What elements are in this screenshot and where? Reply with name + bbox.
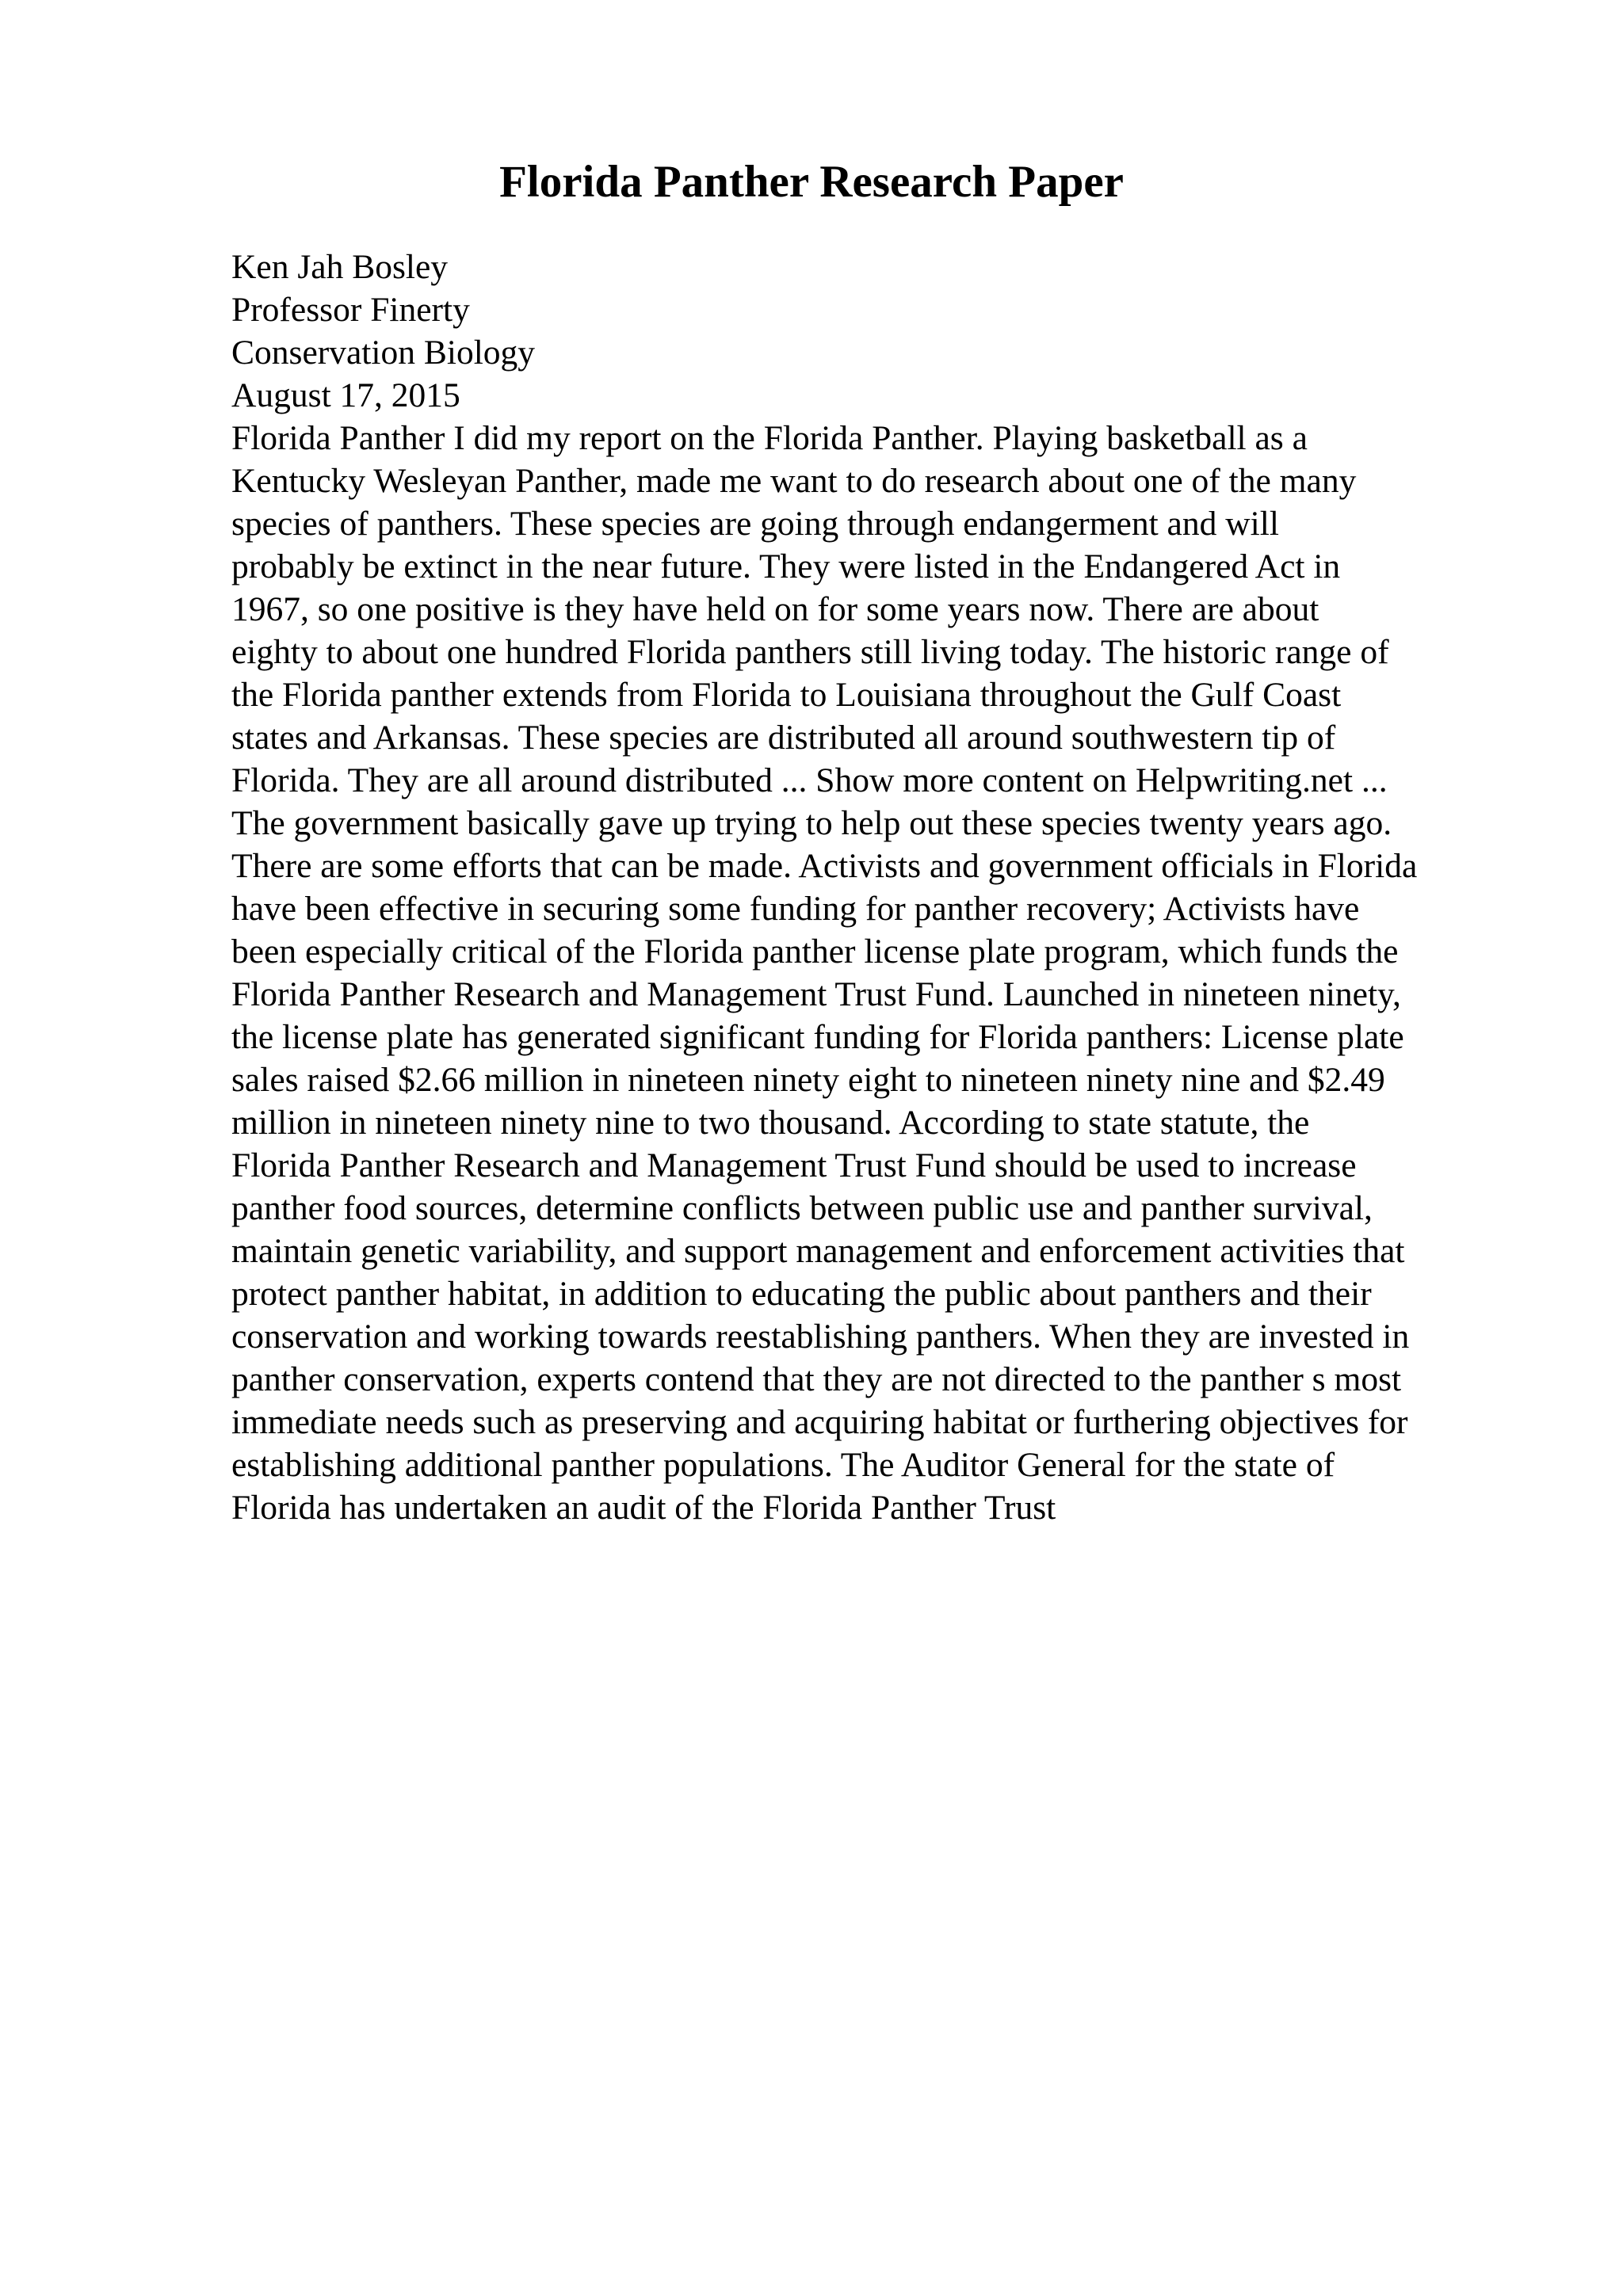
body-line: protect panther habitat, in addition to educating the public about panthers and their <box>231 1275 1372 1313</box>
body-line: states and Arkansas. These species are distributed all around southwestern tip of <box>231 719 1336 757</box>
body-line: panther conservation, experts contend that they are not directed to the panther s most <box>231 1360 1402 1398</box>
body-line: 1967, so one positive is they have held on for some years now. There are about <box>231 590 1319 628</box>
body-line: species of panthers. These species are going through endangerment and will <box>231 505 1279 543</box>
body-line: Florida has undertaken an audit of the Florida Panther Trust <box>231 1489 1056 1527</box>
page-title: Florida Panther Research Paper <box>499 157 1124 207</box>
body-line: Florida Panther Research and Management Trust Fund should be used to increase <box>231 1146 1357 1184</box>
body-line: the license plate has generated significant funding for Florida panthers: License plate <box>231 1018 1404 1056</box>
body-line: panther food sources, determine conflicts between public use and panther survival, <box>231 1189 1373 1227</box>
body-line: eighty to about one hundred Florida panthers still living today. The historic range of <box>231 633 1389 671</box>
document-date: August 17, 2015 <box>231 376 460 414</box>
body-line: have been effective in securing some funding for panther recovery; Activists have <box>231 890 1360 928</box>
body-line: conservation and working towards reestablishing panthers. When they are invested in <box>231 1318 1410 1356</box>
body-line: Kentucky Wesleyan Panther, made me want to do research about one of the many <box>231 462 1357 500</box>
body-line: establishing additional panther populations. The Auditor General for the state of <box>231 1446 1335 1484</box>
body-line: sales raised $2.66 million in nineteen ninety eight to nineteen ninety nine and $2.49 <box>231 1061 1385 1099</box>
body-line: The government basically gave up trying to help out these species twenty years ago. <box>231 804 1392 842</box>
body-line: There are some efforts that can be made. Activists and government officials in Florida <box>231 847 1418 885</box>
body-line: Florida Panther I did my report on the Florida Panther. Playing basketball as a <box>231 419 1308 457</box>
body-line: probably be extinct in the near future. They were listed in the Endangered Act in <box>231 547 1341 585</box>
body-text <box>231 417 1515 1529</box>
professor-name: Professor Finerty <box>231 291 470 329</box>
body-line: Florida. They are all around distributed ... Show more content on Helpwriting.net ... <box>231 761 1388 799</box>
course-name: Conservation Biology <box>231 334 536 372</box>
body-line: Florida Panther Research and Management Trust Fund. Launched in nineteen ninety, <box>231 975 1401 1013</box>
body-line: million in nineteen ninety nine to two thousand. According to state statute, the <box>231 1104 1310 1142</box>
body-line: immediate needs such as preserving and acquiring habitat or furthering objectives for <box>231 1403 1408 1441</box>
body-line: been especially critical of the Florida panther license plate program, which funds the <box>231 933 1399 971</box>
body-line: maintain genetic variability, and support management and enforcement activities that <box>231 1232 1405 1270</box>
document-content <box>231 246 1515 1529</box>
body-line: the Florida panther extends from Florida to Louisiana throughout the Gulf Coast <box>231 676 1342 714</box>
author-name: Ken Jah Bosley <box>231 248 449 286</box>
